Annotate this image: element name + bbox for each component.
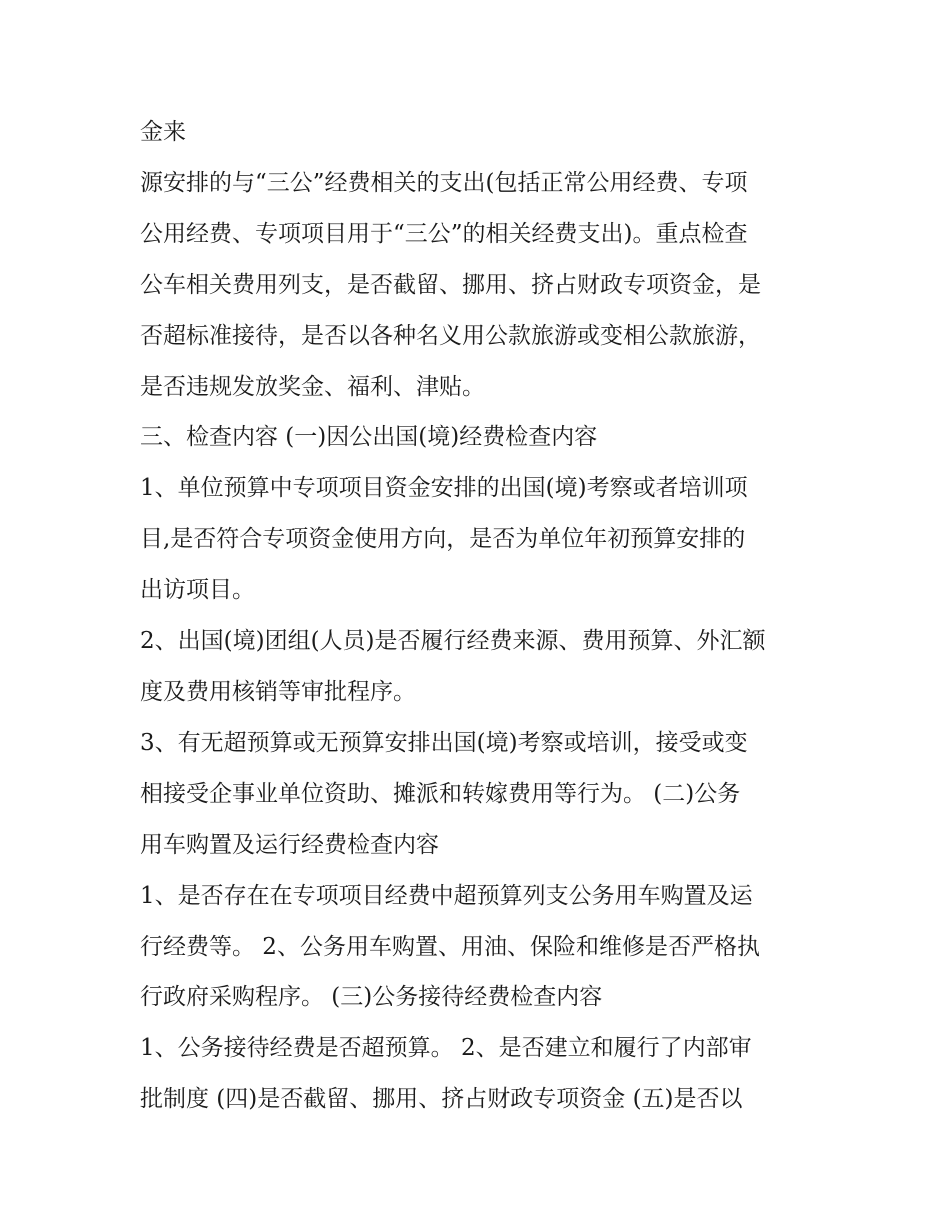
text-line: 源安排的与“三公”经费相关的支出(包括正常公用经费、专项 <box>140 169 748 196</box>
text-line: 公用经费、专项项目用于“三公”的相关经费支出)。重点检查 <box>140 220 748 247</box>
text-line: 目,是否符合专项资金使用方向，是否为单位年初预算安排的 <box>140 526 746 553</box>
text-line: 出访项目。 <box>140 577 255 604</box>
text-line: 批制度 (四)是否截留、挪用、挤占财政专项资金 (五)是否以 <box>140 1086 743 1113</box>
text-line: 公车相关费用列支，是否截留、挪用、挤占财政专项资金，是 <box>140 271 761 298</box>
section-heading: 三、检查内容 (一)因公出国(境)经费检查内容 <box>140 424 598 451</box>
text-line: 1、单位预算中专项项目资金安排的出国(境)考察或者培训项 <box>140 475 748 502</box>
text-line: 度及费用核销等审批程序。 <box>140 678 416 705</box>
text-line: 1、公务接待经费是否超预算。 2、是否建立和履行了内部审 <box>140 1035 752 1062</box>
text-line: 用车购置及运行经费检查内容 <box>140 831 439 858</box>
document-body <box>140 107 820 1125</box>
text-line: 行经费等。 2、公务用车购置、用油、保险和维修是否严格执 <box>140 933 760 960</box>
text-line: 3、有无超预算或无预算安排出国(境)考察或培训，接受或变 <box>140 729 748 756</box>
text-line: 是否违规发放奖金、福利、津贴。 <box>140 373 485 400</box>
text-line: 行政府采购程序。 (三)公务接待经费检查内容 <box>140 984 603 1011</box>
text-line: 金来 <box>140 119 186 145</box>
text-line: 否超标准接待，是否以各种名义用公款旅游或变相公款旅游， <box>140 322 761 349</box>
text-line: 1、是否存在在专项项目经费中超预算列支公务用车购置及运 <box>140 882 753 909</box>
text-line: 2、出国(境)团组(人员)是否履行经费来源、费用预算、外汇额 <box>140 628 766 655</box>
text-line: 相接受企事业单位资助、摊派和转嫁费用等行为。 (二)公务 <box>140 780 741 807</box>
